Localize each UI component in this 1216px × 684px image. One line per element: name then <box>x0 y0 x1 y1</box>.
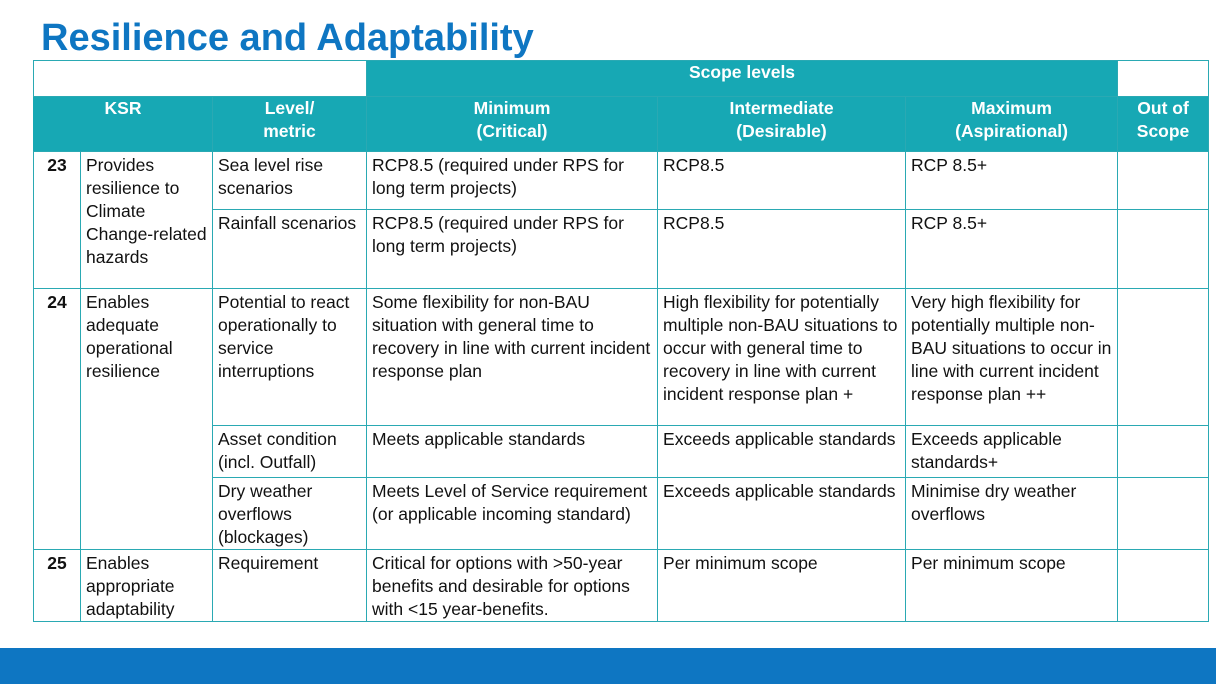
page-title: Resilience and Adaptability <box>41 17 534 59</box>
intermediate-cell: Per minimum scope <box>658 550 906 622</box>
intermediate-cell: High flexibility for potentially multiple non-BAU situations to occur with general time to recovery in line with current incident response plan + <box>658 289 906 426</box>
ksr-number: 24 <box>34 289 81 550</box>
ksr-scope-table <box>33 60 1209 622</box>
table-row <box>34 550 1209 622</box>
header-spacer <box>34 61 367 97</box>
table-row <box>34 289 1209 426</box>
ksr-description: Provides resilience to Climate Change-related hazards <box>81 152 213 289</box>
intermediate-cell: RCP8.5 <box>658 210 906 289</box>
out-of-scope-cell <box>1118 426 1209 478</box>
column-header-intermediate: Intermediate (Desirable) <box>658 97 906 152</box>
intermediate-cell: Exceeds applicable standards <box>658 426 906 478</box>
maximum-cell: Very high flexibility for potentially multiple non-BAU situations to occur in line with current incident response plan ++ <box>906 289 1118 426</box>
metric-cell: Dry weather overflows (blockages) <box>213 478 367 550</box>
column-header-maximum: Maximum (Aspirational) <box>906 97 1118 152</box>
column-header-level-metric: Level/ metric <box>213 97 367 152</box>
metric-cell: Rainfall scenarios <box>213 210 367 289</box>
metric-cell: Sea level rise scenarios <box>213 152 367 210</box>
metric-cell: Requirement <box>213 550 367 622</box>
scope-header-row <box>34 61 1209 97</box>
maximum-cell: RCP 8.5+ <box>906 210 1118 289</box>
minimum-cell: RCP8.5 (required under RPS for long term projects) <box>367 210 658 289</box>
maximum-cell: Exceeds applicable standards+ <box>906 426 1118 478</box>
footer-bar <box>0 648 1216 684</box>
ksr-description: Enables adequate operational resilience <box>81 289 213 550</box>
out-of-scope-cell <box>1118 289 1209 426</box>
metric-cell: Asset condition (incl. Outfall) <box>213 426 367 478</box>
minimum-cell: Meets applicable standards <box>367 426 658 478</box>
maximum-cell: Minimise dry weather overflows <box>906 478 1118 550</box>
ksr-number: 23 <box>34 152 81 289</box>
out-of-scope-cell <box>1118 478 1209 550</box>
ksr-number: 25 <box>34 550 81 622</box>
header-spacer-right <box>1118 61 1209 97</box>
intermediate-cell: Exceeds applicable standards <box>658 478 906 550</box>
table-row <box>34 152 1209 210</box>
out-of-scope-cell <box>1118 550 1209 622</box>
out-of-scope-cell <box>1118 210 1209 289</box>
column-header-out-of-scope: Out of Scope <box>1118 97 1209 152</box>
out-of-scope-cell <box>1118 152 1209 210</box>
minimum-cell: RCP8.5 (required under RPS for long term projects) <box>367 152 658 210</box>
ksr-description: Enables appropriate adaptability <box>81 550 213 622</box>
metric-cell: Potential to react operationally to service interruptions <box>213 289 367 426</box>
minimum-cell: Meets Level of Service requirement (or applicable incoming standard) <box>367 478 658 550</box>
intermediate-cell: RCP8.5 <box>658 152 906 210</box>
minimum-cell: Some flexibility for non-BAU situation with general time to recovery in line with current incident response plan <box>367 289 658 426</box>
minimum-cell: Critical for options with >50-year benefits and desirable for options with <15 year-benefits. <box>367 550 658 622</box>
maximum-cell: RCP 8.5+ <box>906 152 1118 210</box>
maximum-cell: Per minimum scope <box>906 550 1118 622</box>
column-header-row <box>34 97 1209 152</box>
column-header-ksr: KSR <box>34 97 213 152</box>
scope-levels-header: Scope levels <box>367 61 1118 97</box>
column-header-minimum: Minimum (Critical) <box>367 97 658 152</box>
